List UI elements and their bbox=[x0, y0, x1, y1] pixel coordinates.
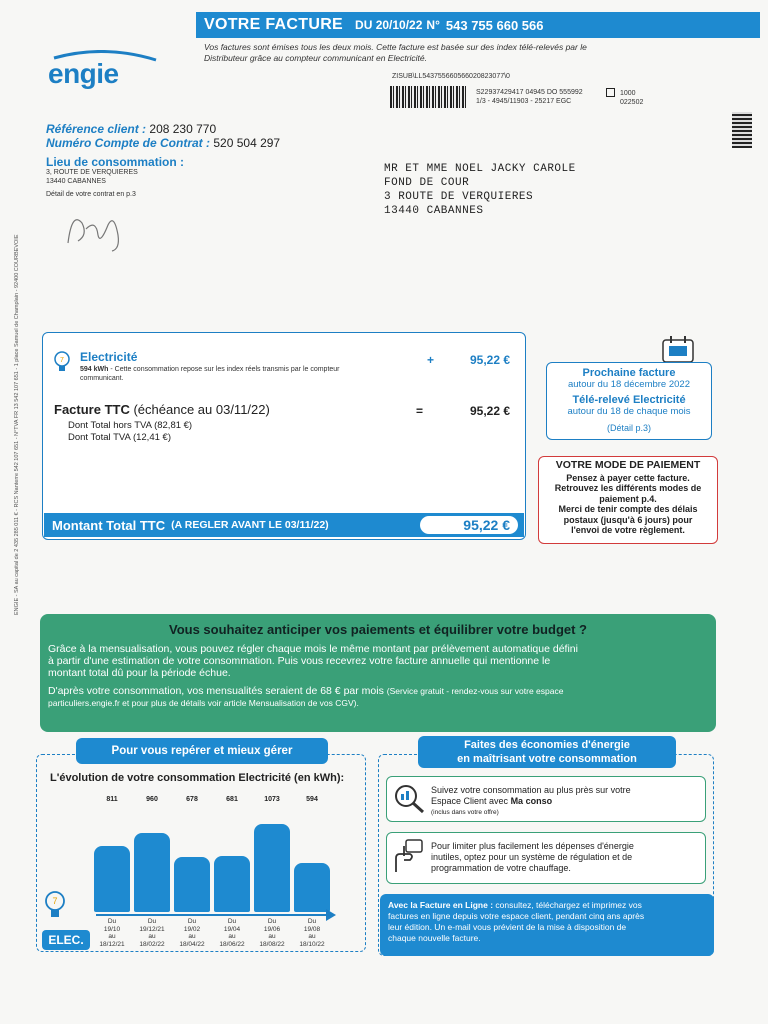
online-line: chaque nouvelle facture. bbox=[388, 933, 481, 943]
tick-line: 18/08/22 bbox=[259, 940, 285, 948]
chart-bar bbox=[294, 863, 330, 912]
payment-line: l'envoi de votre règlement. bbox=[571, 525, 685, 535]
tick-line: 18/06/22 bbox=[219, 940, 245, 948]
address-line: 3 ROUTE DE VERQUIERES bbox=[384, 191, 534, 203]
datamatrix-code bbox=[390, 86, 466, 108]
electricity-kwh: 594 kWh bbox=[80, 366, 109, 373]
ref-value: 208 230 770 bbox=[149, 122, 217, 136]
tip-line: Suivez votre consommation au plus près sur votre bbox=[431, 785, 631, 795]
legal-mentions: ENGIE - SA au capital de 2 435 285 011 € - RCS Nanterre 542 107 651 - N°TVA FR 13 542 107 651 - 1 place Samuel de Champlain - 92400 COURBEVOIE bbox=[14, 234, 20, 615]
svg-text:7: 7 bbox=[52, 896, 58, 906]
checkbox-icon bbox=[606, 88, 615, 97]
invoice-date: DU 20/10/22 bbox=[355, 18, 423, 32]
bar-value-label: 1073 bbox=[264, 796, 280, 803]
chart-tick-label bbox=[210, 918, 254, 948]
chart-bar bbox=[174, 857, 210, 912]
tip-line: Pour limiter plus facilement les dépenses d'énergie bbox=[431, 841, 634, 851]
tick-line: Du bbox=[147, 918, 157, 925]
electricity-label: Electricité bbox=[80, 350, 138, 364]
next-invoice-date: autour du 18 décembre 2022 bbox=[567, 379, 690, 390]
tick-line: au bbox=[308, 933, 316, 940]
tick-line: 18/12/21 bbox=[99, 940, 125, 948]
payment-mode-box bbox=[538, 456, 718, 544]
ref-label: Référence client : bbox=[46, 122, 147, 136]
invoice-title: VOTRE FACTURE bbox=[204, 16, 344, 33]
total-due: (A REGLER AVANT LE 03/11/22) bbox=[171, 519, 329, 531]
chart-bar bbox=[254, 824, 290, 912]
telereleve-title: Télé-relevé Electricité bbox=[572, 394, 686, 406]
total-amount-bar bbox=[44, 513, 524, 537]
tick-line: au bbox=[228, 933, 236, 940]
tip-line: Espace Client avec bbox=[431, 796, 509, 806]
tick-line: au bbox=[108, 933, 116, 940]
address-line: 13440 CABANNES bbox=[384, 205, 484, 217]
telereleve-date: autour du 18 de chaque mois bbox=[567, 406, 691, 417]
ttc-amount: 95,22 € bbox=[470, 404, 511, 418]
consumption-location-label: Lieu de consommation : bbox=[46, 155, 185, 169]
code-line: S22937429417 04945 DO 555992 bbox=[476, 89, 583, 96]
lightbulb-icon bbox=[44, 890, 66, 922]
payment-title: VOTRE MODE DE PAIEMENT bbox=[555, 459, 701, 471]
address-line: FOND DE COUR bbox=[384, 177, 470, 189]
pill-line: Faites des économies d'énergie bbox=[464, 739, 630, 751]
tick-line: 18/04/22 bbox=[179, 940, 205, 948]
tick-line: Du bbox=[227, 918, 237, 925]
bar-value-label: 678 bbox=[186, 796, 198, 803]
signature-scribble bbox=[62, 205, 132, 255]
invoice-intro bbox=[204, 42, 684, 64]
tick-line: 19/12/21 bbox=[139, 925, 165, 933]
tick-line: Du bbox=[307, 918, 317, 925]
bar-value-label: 594 bbox=[306, 796, 318, 803]
electricity-note-text: - Cette consommation repose sur les index réels transmis par le compteur communicant. bbox=[80, 366, 340, 382]
total-ht: Dont Total hors TVA (82,81 €) bbox=[68, 420, 193, 431]
intro-line: Vos factures sont émises tous les deux mois. Cette facture est basée sur des index télé-relevés par le bbox=[204, 42, 587, 52]
bar-value-label: 811 bbox=[106, 796, 118, 803]
payment-line: Retrouvez les différents modes de bbox=[554, 483, 702, 493]
budget-title: Vous souhaitez anticiper vos paiements et équilibrer votre budget ? bbox=[168, 622, 587, 637]
budget-line: Grâce à la mensualisation, vous pouvez régler chaque mois le même montant par prélèvement automatique défini bbox=[48, 643, 578, 655]
qr-code bbox=[732, 112, 752, 148]
budget-line: D'après votre consommation, vos mensualités seraient de 68 € par mois bbox=[48, 685, 384, 697]
ttc-label: Facture TTC bbox=[54, 402, 130, 417]
next-invoice-box bbox=[546, 362, 712, 440]
tick-line: Du bbox=[187, 918, 197, 925]
tip-note: (inclus dans votre offre) bbox=[431, 809, 499, 816]
bar-value-label: 960 bbox=[146, 796, 158, 803]
chart-tick-label bbox=[90, 918, 134, 948]
online-line: leur édition. Un e-mail vous prévient de la mise à disposition de bbox=[388, 922, 627, 932]
chart-tick-label bbox=[290, 918, 334, 948]
chart-x-axis bbox=[96, 914, 330, 916]
invoice-header bbox=[196, 12, 760, 38]
tick-line: au bbox=[188, 933, 196, 940]
consumption-chart bbox=[96, 796, 336, 912]
contract-label: Numéro Compte de Contrat : bbox=[46, 136, 211, 150]
tick-line: 19/10 bbox=[103, 925, 121, 933]
tick-line: 18/02/22 bbox=[139, 940, 165, 948]
location-line: 13440 CABANNES bbox=[46, 178, 106, 185]
budget-line: (Service gratuit - rendez-vous sur votre espace bbox=[386, 686, 564, 696]
total-tva: Dont Total TVA (12,41 €) bbox=[68, 432, 171, 443]
engie-logo bbox=[44, 50, 164, 90]
tick-line: Du bbox=[267, 918, 277, 925]
chart-title: L'évolution de votre consommation Electricité (en kWh): bbox=[50, 772, 345, 784]
budget-line: particuliers.engie.fr et pour plus de détails voir article Mensualisation de vos CGV). bbox=[48, 698, 359, 708]
client-reference bbox=[46, 122, 216, 136]
chart-bar bbox=[94, 846, 130, 912]
invoice-number: 543 755 660 566 bbox=[445, 17, 544, 33]
contract-value: 520 504 297 bbox=[213, 136, 281, 150]
budget-line: à partir d'une estimation de votre consommation. Puis vous recevrez votre facture annuelle qui mentionne le bbox=[48, 655, 551, 667]
next-invoice-title: Prochaine facture bbox=[582, 367, 676, 379]
plus-sign: + bbox=[427, 353, 435, 367]
tip-line: inutiles, optez pour un système de régulation et de bbox=[431, 852, 633, 862]
tick-line: 19/02 bbox=[183, 925, 201, 933]
panel-pill: Pour vous repérer et mieux gérer bbox=[76, 738, 328, 764]
budget-line: montant total dû pour la période échue. bbox=[48, 667, 231, 679]
total-amount: 95,22 € bbox=[420, 516, 518, 534]
payment-line: Merci de tenir compte des délais bbox=[558, 504, 698, 514]
electricity-note bbox=[80, 366, 380, 383]
location-line: 3, ROUTE DE VERQUIERES bbox=[46, 169, 138, 176]
chart-tick-labels bbox=[96, 918, 336, 950]
tip-thermostat bbox=[386, 832, 706, 884]
intro-line: Distributeur grâce au compteur communicant en Electricité. bbox=[204, 53, 427, 63]
equals-sign: = bbox=[416, 404, 424, 418]
invoice-ttc bbox=[54, 402, 270, 417]
chart-bar bbox=[214, 856, 250, 912]
address-line: MR ET MME NOEL JACKY CAROLE bbox=[384, 163, 576, 175]
tracking-code: ZISUB\LL543755660566020823077\0 bbox=[392, 73, 510, 80]
lightbulb-icon bbox=[52, 350, 72, 374]
contract-detail-note: Détail de votre contrat en p.3 bbox=[46, 191, 136, 198]
recipient-address bbox=[384, 162, 576, 218]
online-invoice-title: Avec la Facture en Ligne : bbox=[388, 900, 494, 910]
pill-line: en maîtrisant votre consommation bbox=[457, 753, 637, 765]
tick-line: 18/10/22 bbox=[299, 940, 325, 948]
electricity-amount: 95,22 € bbox=[470, 353, 511, 367]
ma-conso-link[interactable]: Ma conso bbox=[510, 796, 553, 806]
ttc-due: (échéance au 03/11/22) bbox=[133, 402, 270, 417]
hand-thermostat-icon bbox=[392, 838, 426, 874]
next-detail: (Détail p.3) bbox=[606, 423, 651, 433]
bar-value-label: 681 bbox=[226, 796, 238, 803]
online-line: factures en ligne depuis votre espace client, pendant cinq ans après bbox=[388, 911, 645, 921]
tip-line: programmation de votre chauffage. bbox=[431, 863, 571, 873]
chart-tick-label bbox=[170, 918, 214, 948]
online-invoice-box bbox=[380, 894, 714, 956]
chart-tick-label bbox=[250, 918, 294, 948]
code-suffix: 1000 bbox=[620, 90, 636, 97]
tick-line: 19/06 bbox=[263, 925, 281, 933]
savings-pill bbox=[418, 736, 676, 768]
calendar-meter-icon bbox=[660, 334, 696, 364]
payment-line: postaux (jusqu'à 6 jours) pour bbox=[563, 514, 693, 525]
logo-text: engie bbox=[48, 58, 119, 89]
payment-line: Pensez à payer cette facture. bbox=[566, 472, 690, 483]
tick-line: au bbox=[268, 933, 276, 940]
payment-line: paiement p.4. bbox=[599, 493, 657, 504]
tick-line: Du bbox=[107, 918, 117, 925]
tick-line: 19/08 bbox=[303, 925, 321, 933]
online-line: consultez, téléchargez et imprimez vos bbox=[495, 900, 642, 910]
tip-espace-client bbox=[386, 776, 706, 822]
budget-text bbox=[40, 637, 716, 709]
total-label: Montant Total TTC bbox=[52, 517, 166, 533]
tick-line: 19/04 bbox=[223, 925, 241, 933]
budget-box bbox=[40, 614, 716, 732]
elec-badge: ELEC. bbox=[42, 930, 90, 950]
chart-bar bbox=[134, 833, 170, 912]
magnifier-chart-icon bbox=[392, 782, 426, 814]
invoice-number-label: N° bbox=[426, 18, 440, 32]
code-line: 1/3 - 4945/11903 - 25217 EGC bbox=[476, 98, 572, 105]
svg-text:7: 7 bbox=[60, 357, 64, 364]
code-suffix: 022502 bbox=[620, 99, 644, 106]
tick-line: au bbox=[148, 933, 156, 940]
chart-tick-label bbox=[130, 918, 174, 948]
contract-number bbox=[46, 136, 280, 150]
